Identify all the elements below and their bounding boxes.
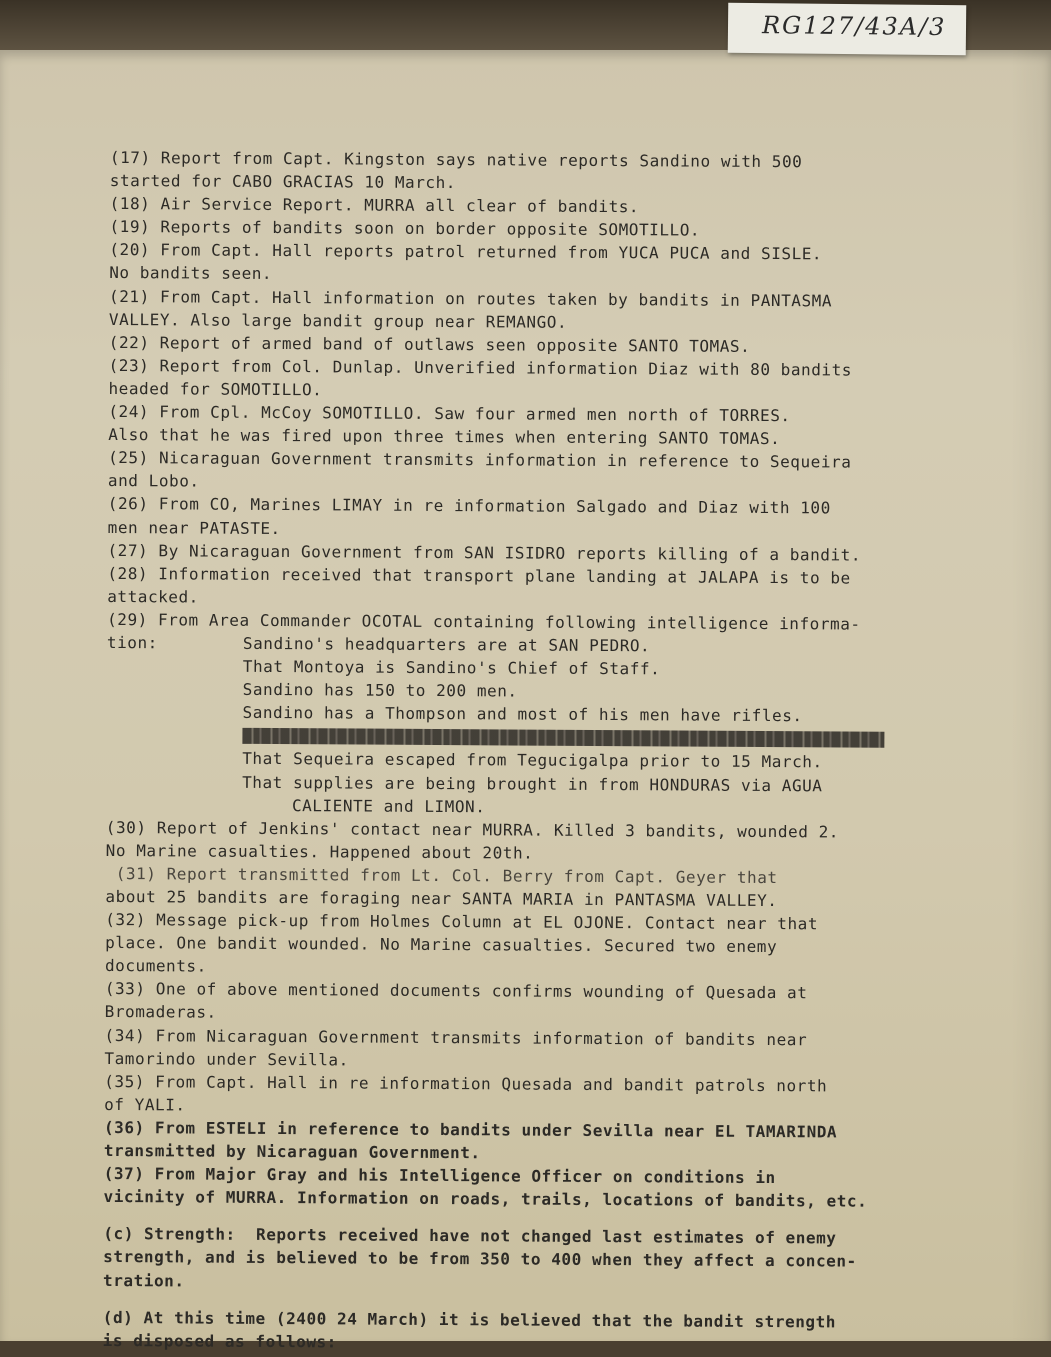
archive-reference-label <box>728 3 967 55</box>
report-line: (17) Report from Capt. Kingston says native reports Sandino with 500 <box>109 147 803 172</box>
report-line: Also that he was fired upon three times when entering SANTO TOMAS. <box>108 425 781 449</box>
intel-item: That Montoya is Sandino's Chief of Staff. <box>242 656 661 679</box>
report-line: (27) By Nicaraguan Government from SAN ISIDRO reports killing of a bandit. <box>107 540 862 565</box>
report-line: (26) From CO, Marines LIMAY in re information Salgado and Diaz with 100 <box>107 494 831 518</box>
report-line: started for CABO GRACIAS 10 March. <box>109 171 457 193</box>
intel-item: That supplies are being brought in from HONDURAS via AGUA <box>242 772 823 795</box>
report-line: (18) Air Service Report. MURRA all clear of bandits. <box>109 194 640 217</box>
report-line: Bromaderas. <box>104 1002 217 1023</box>
intel-item: Sandino's headquarters are at SAN PEDRO. <box>242 633 651 656</box>
report-line: of YALI. <box>104 1094 186 1115</box>
intel-item: Sandino has a Thompson and most of his men have rifles. <box>242 703 803 726</box>
report-body <box>103 146 980 1357</box>
report-line: headed for SOMOTILLO. <box>108 378 323 400</box>
report-line: tion: <box>106 632 158 653</box>
report-line: and Lobo. <box>107 471 200 491</box>
report-line: attacked. <box>107 586 199 607</box>
report-line: (30) Report of Jenkins' contact near MURRA. Killed 3 bandits, wounded 2. <box>105 817 840 842</box>
disposition-paragraph: is disposed as follows: <box>102 1330 337 1352</box>
redaction-strike <box>242 728 884 748</box>
report-line: (23) Report from Col. Dunlap. Unverified information Diaz with 80 bandits <box>108 355 853 380</box>
report-line: VALLEY. Also large bandit group near REMANGO. <box>108 309 568 332</box>
report-line: Tamorindo under Sevilla. <box>104 1048 349 1070</box>
report-line: No bandits seen. <box>109 263 273 284</box>
report-line: (34) From Nicaraguan Government transmits information of bandits near <box>104 1025 808 1049</box>
report-line: vicinity of MURRA. Information on roads, trails, locations of bandits, etc. <box>103 1187 868 1211</box>
report-line: transmitted by Nicaraguan Government. <box>103 1141 481 1163</box>
document-page <box>0 50 1051 1352</box>
report-line: (19) Reports of bandits soon on border opposite SOMOTILLO. <box>109 217 701 240</box>
report-line: place. One bandit wounded. No Marine casualties. Secured two enemy <box>105 933 778 957</box>
strength-paragraph: (c) Strength: Reports received have not changed last estimates of enemy <box>103 1224 837 1248</box>
report-line: (37) From Major Gray and his Intelligence Officer on conditions in <box>103 1164 776 1188</box>
strength-paragraph: tration. <box>103 1270 185 1290</box>
intel-item: That Sequeira escaped from Tegucigalpa prior to 15 March. <box>242 749 823 772</box>
report-line: (36) From ESTELI in reference to bandits under Sevilla near EL TAMARINDA <box>103 1117 838 1142</box>
intel-item-continuation: CALIENTE and LIMON. <box>291 795 486 816</box>
strength-paragraph: strength, and is believed to be from 350 to 400 when they affect a concen- <box>103 1247 857 1271</box>
report-line: (24) From Cpl. McCoy SOMOTILLO. Saw four armed men north of TORRES. <box>108 402 791 426</box>
report-line: men near PATASTE. <box>107 517 281 538</box>
archive-reference-text: RG127/43A/3 <box>761 11 947 42</box>
report-line: (22) Report of armed band of outlaws seen opposite SANTO TOMAS. <box>108 332 751 356</box>
report-line: (35) From Capt. Hall in re information Quesada and bandit patrols north <box>104 1071 828 1096</box>
report-line: (32) Message pick-up from Holmes Column at EL OJONE. Contact near that <box>105 910 819 934</box>
report-line: about 25 bandits are foraging near SANTA MARIA in PANTASMA VALLEY. <box>105 886 778 911</box>
report-line: (29) From Area Commander OCOTAL containing following intelligence informa- <box>107 609 861 634</box>
report-line: documents. <box>104 956 207 976</box>
disposition-paragraph: (d) At this time (2400 24 March) it is believed that the bandit strength <box>102 1307 837 1332</box>
report-line: (21) From Capt. Hall information on routes taken by bandits in PANTASMA <box>109 286 833 310</box>
report-line: (28) Information received that transport plane landing at JALAPA is to be <box>107 563 851 588</box>
report-line: (31) Report transmitted from Lt. Col. Berry from Capt. Geyer that <box>105 863 778 887</box>
intel-item: Sandino has 150 to 200 men. <box>242 679 518 701</box>
report-line: (20) From Capt. Hall reports patrol returned from YUCA PUCA and SISLE. <box>109 240 823 264</box>
report-line: (25) Nicaraguan Government transmits information in reference to Sequeira <box>108 448 852 472</box>
report-line: No Marine casualties. Happened about 20th. <box>105 840 534 863</box>
report-line: (33) One of above mentioned documents confirms wounding of Quesada at <box>104 979 808 1003</box>
